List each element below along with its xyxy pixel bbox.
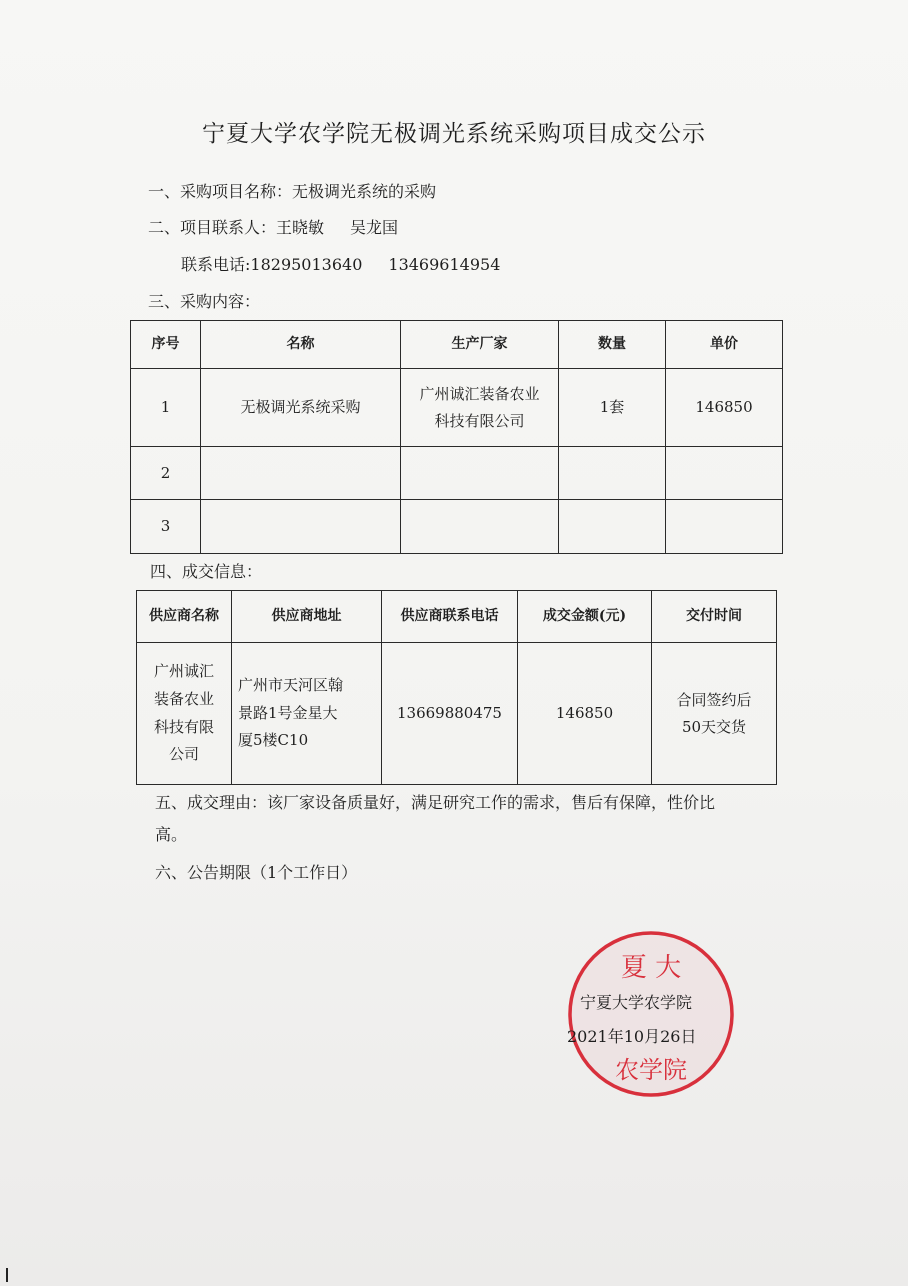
deal-info-table (136, 590, 777, 785)
header-maker: 生产厂家 (401, 321, 559, 369)
row-qty: 1套 (559, 369, 666, 447)
delivery-line: 50天交货 (681, 717, 747, 736)
header-price: 单价 (666, 321, 783, 369)
header-amount: 成交金额(元) (518, 591, 652, 643)
row-price (666, 447, 783, 500)
row-maker (401, 369, 559, 447)
header-delivery: 交付时间 (652, 591, 777, 643)
table-header-row (131, 321, 783, 369)
header-qty: 数量 (559, 321, 666, 369)
signature-org: 宁夏大学农学院 (580, 993, 693, 1012)
row-no: 3 (131, 500, 201, 554)
contact-label: 二、项目联系人： (148, 218, 277, 237)
address-cell (232, 643, 382, 785)
official-seal (565, 928, 737, 1100)
maker-line: 科技有限公司 (434, 411, 525, 430)
table-row (131, 369, 783, 447)
address-line: 景路1号金星大 (238, 703, 338, 722)
supplier-line: 科技有限 (153, 717, 214, 736)
row-no: 1 (131, 369, 201, 447)
row-name: 无极调光系统采购 (201, 369, 401, 447)
row-price (666, 500, 783, 554)
row-maker (401, 447, 559, 500)
phone-label: 联系电话: (181, 255, 251, 274)
signature-date: 2021年10月26日 (567, 1027, 697, 1046)
deal-info-heading: 四、成交信息： (150, 562, 263, 581)
deal-amount: 146850 (518, 643, 652, 785)
contact-person-1: 王晓敏 (276, 218, 325, 237)
contact-person-line (148, 215, 398, 238)
header-no: 序号 (131, 321, 201, 369)
notice-period: 六、公告期限（1个工作日） (155, 863, 358, 882)
project-name-value: 无极调光系统的采购 (292, 182, 437, 201)
address-line: 厦5楼C10 (238, 731, 309, 750)
row-qty (559, 447, 666, 500)
deal-reason-line: 高。 (155, 825, 188, 844)
deal-reason (155, 787, 795, 851)
purchase-content-table (130, 320, 783, 554)
row-no: 2 (131, 447, 201, 500)
supplier-cell (137, 643, 232, 785)
phone-1: 18295013640 (250, 255, 363, 274)
table-row (137, 643, 777, 785)
header-phone: 供应商联系电话 (382, 591, 518, 643)
header-name: 名称 (201, 321, 401, 369)
project-name-line (148, 179, 436, 202)
address-line: 广州市天河区翰 (238, 675, 344, 694)
header-supplier: 供应商名称 (137, 591, 232, 643)
seal-top-text: 夏 大 (620, 953, 682, 983)
contact-phone-line (181, 252, 500, 275)
phone-2: 13469614954 (388, 255, 501, 274)
supplier-phone: 13669880475 (382, 643, 518, 785)
header-address: 供应商地址 (232, 591, 382, 643)
contact-person-2: 吴龙国 (350, 218, 399, 237)
project-name-label: 一、采购项目名称： (148, 182, 293, 201)
purchase-content-heading: 三、采购内容： (148, 292, 261, 311)
supplier-line: 公司 (168, 745, 199, 764)
row-maker (401, 500, 559, 554)
row-name (201, 500, 401, 554)
page-title: 宁夏大学农学院无极调光系统采购项目成交公示 (202, 121, 706, 147)
deal-reason-line: 五、成交理由：该厂家设备质量好，满足研究工作的需求，售后有保障，性价比 (155, 793, 716, 812)
table-row (131, 447, 783, 500)
supplier-line: 广州诚汇 (153, 662, 214, 680)
supplier-line: 装备农业 (153, 689, 214, 708)
seal-bottom-text: 农学院 (615, 1056, 687, 1084)
maker-line: 广州诚汇装备农业 (419, 385, 540, 404)
delivery-cell (652, 643, 777, 785)
row-name (201, 447, 401, 500)
row-qty (559, 500, 666, 554)
table-row (131, 500, 783, 554)
row-price: 146850 (666, 369, 783, 447)
delivery-line: 合同签约后 (676, 691, 752, 710)
table-header-row (137, 591, 777, 643)
scan-edge-mark (6, 1268, 8, 1282)
